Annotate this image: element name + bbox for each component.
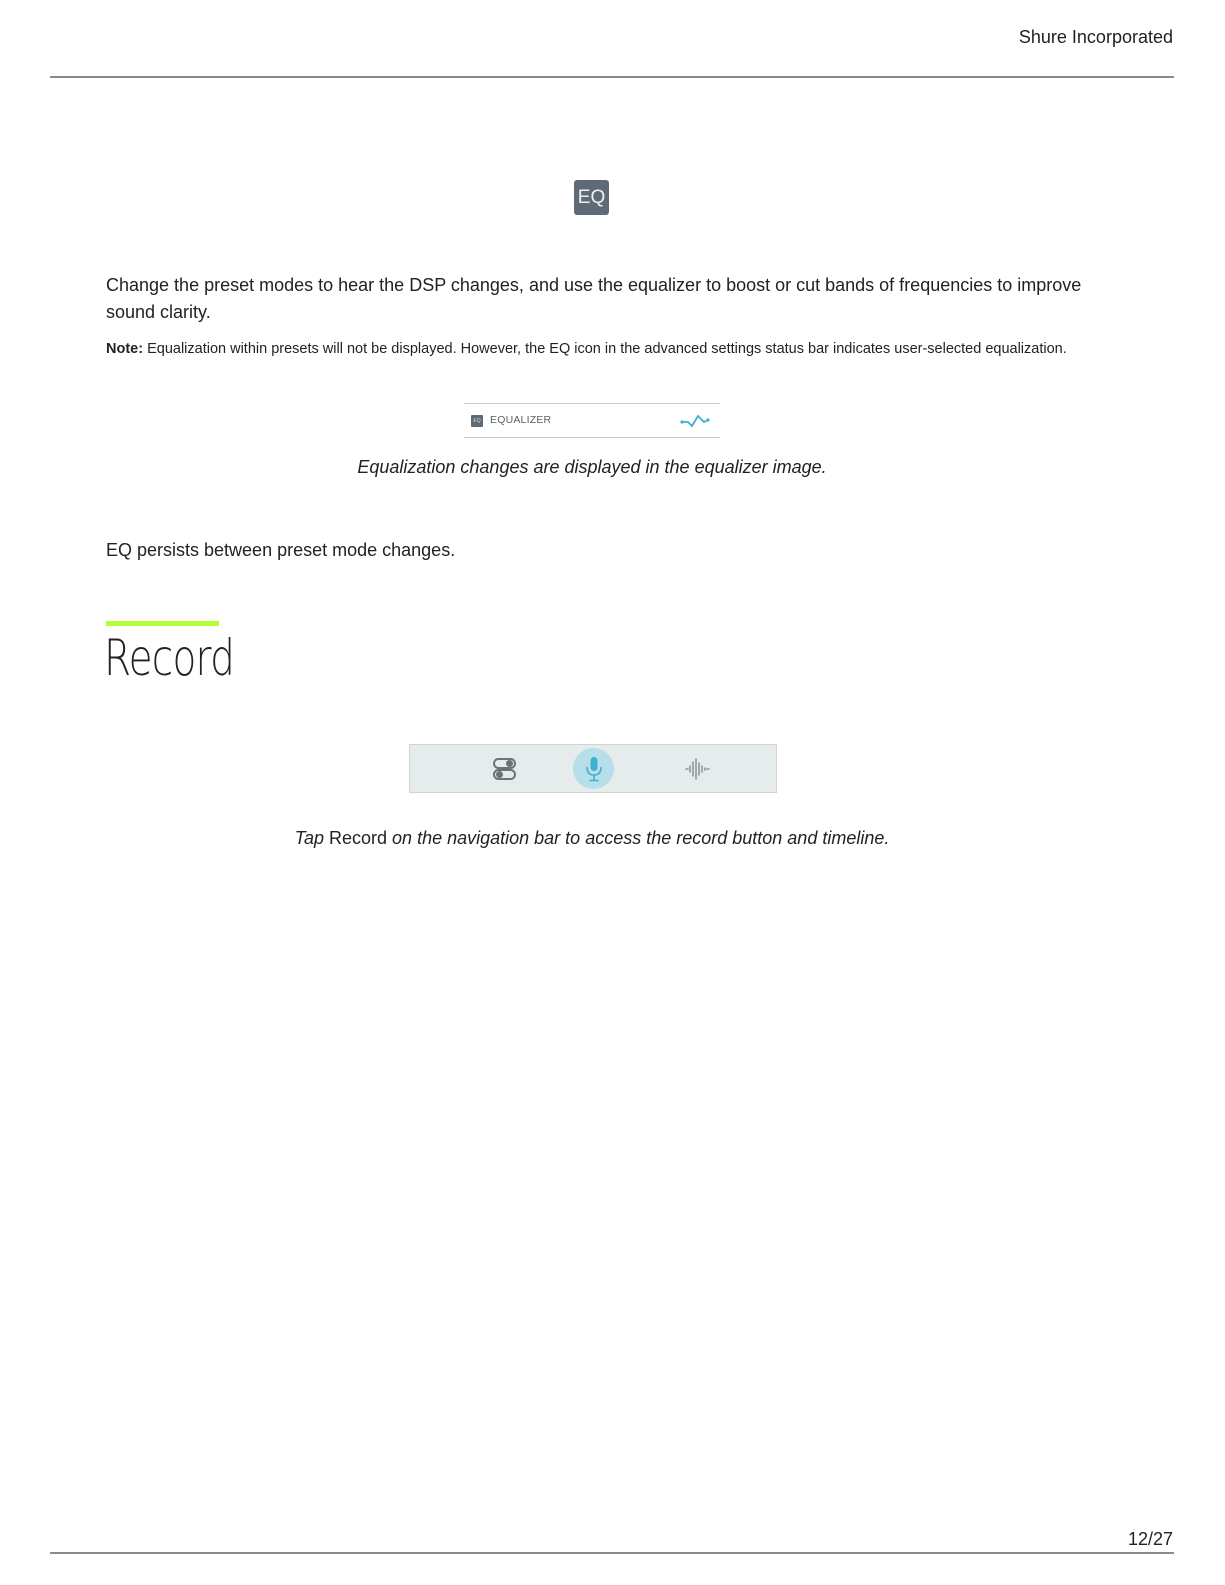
equalizer-label: EQUALIZER — [490, 414, 552, 426]
footer-rule — [50, 1552, 1174, 1554]
section-accent-bar — [106, 621, 219, 626]
note-text: Equalization within presets will not be displayed. However, the EQ icon in the advanced settings status bar indicates user-selected equalization. — [143, 341, 1067, 357]
eq-icon: EQ — [574, 180, 609, 215]
equalizer-caption: Equalization changes are displayed in the equalizer image. — [357, 457, 827, 477]
page-number: 12/27 — [1127, 1529, 1173, 1549]
body-paragraph-2: EQ persists between preset mode changes. — [106, 540, 456, 560]
section-title: Record — [104, 629, 235, 687]
nav-item-waveform[interactable] — [668, 745, 728, 794]
note-label: Note: — [106, 341, 144, 357]
record-caption-pre: Tap — [294, 828, 330, 848]
header-company: Shure Incorporated — [1018, 27, 1173, 47]
eq-mini-icon: EQ — [471, 415, 483, 427]
microphone-icon — [564, 745, 624, 794]
waveform-icon — [668, 745, 728, 794]
header-rule — [50, 76, 1174, 78]
note — [106, 341, 1166, 357]
equalizer-bar — [464, 403, 720, 438]
toggle-settings-icon — [474, 745, 534, 794]
record-caption-post: on the navigation bar to access the record button and timeline. — [387, 828, 890, 848]
body-paragraph: Change the preset modes to hear the DSP changes, and use the equalizer to boost or cut bands of frequencies to improve sound clarity. — [106, 275, 1082, 322]
nav-item-settings[interactable] — [474, 745, 534, 794]
nav-item-record[interactable] — [564, 745, 624, 794]
eq-curve-icon — [680, 410, 710, 430]
record-caption-term: Record — [329, 828, 388, 848]
navigation-bar — [409, 744, 777, 793]
record-caption — [0, 828, 1184, 849]
